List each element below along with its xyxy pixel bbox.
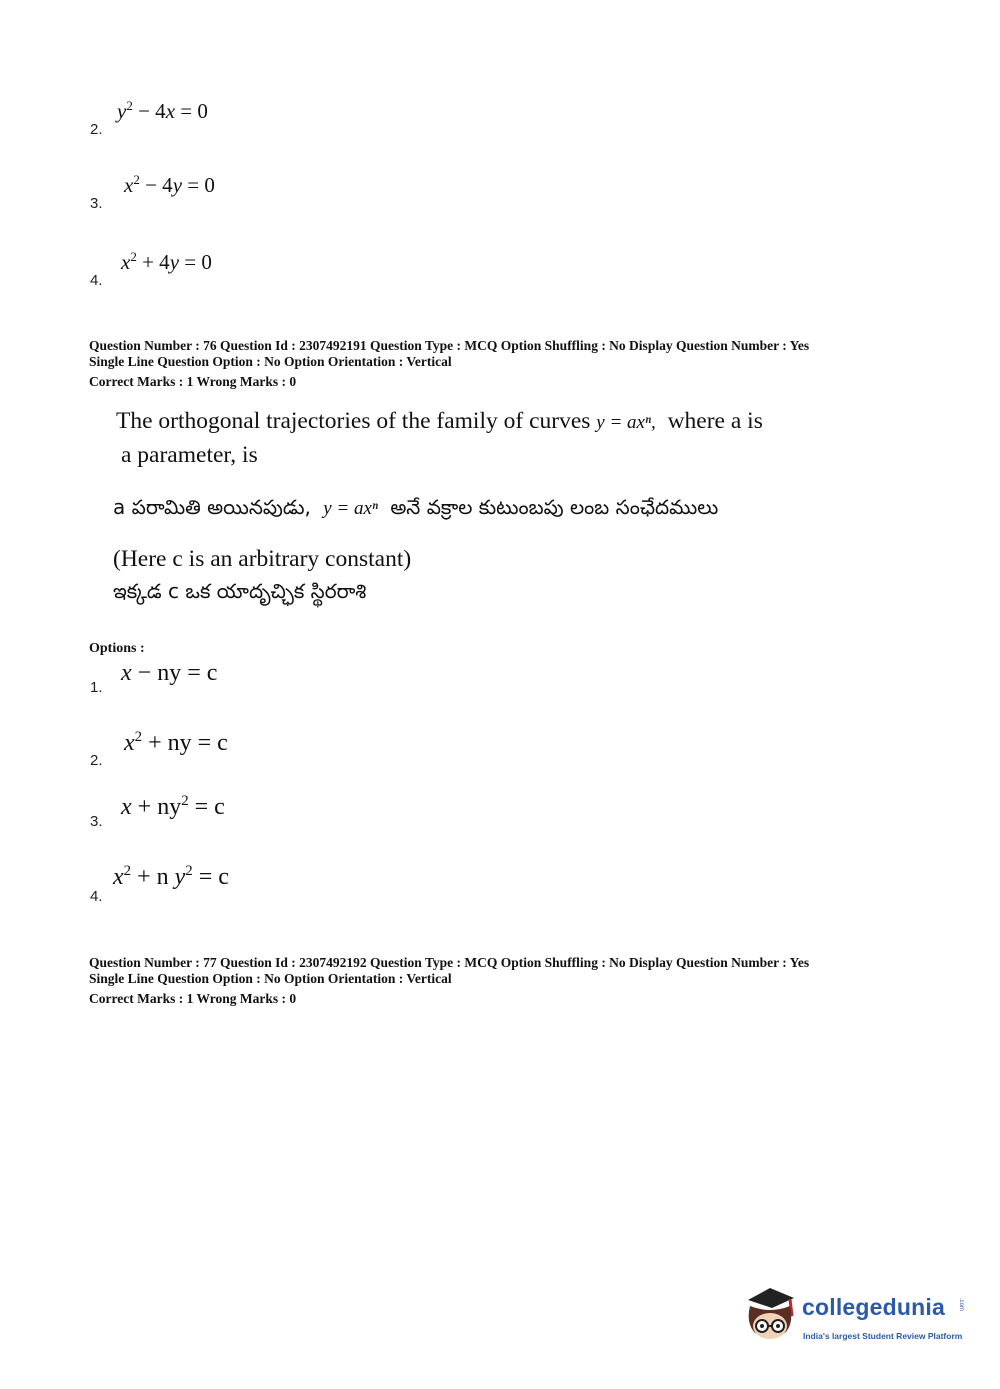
question-text: అనే వక్రాల కుటుంబపు లంబ సంఛేదములు <box>390 495 719 519</box>
question-equation: y = axⁿ <box>323 498 378 519</box>
option-number: 4. <box>90 272 103 289</box>
question-text: where a is <box>667 408 763 434</box>
logo-tagline: India's largest Student Review Platform <box>803 1331 963 1341</box>
option-expression: $x^2 - 4y = 0$ <box>124 172 215 197</box>
question-text-en <box>116 405 763 439</box>
question-equation: y = axⁿ, <box>596 412 656 433</box>
logo-suffix: .com <box>958 1298 964 1312</box>
question-meta <box>89 338 909 390</box>
collegedunia-logo <box>740 1282 980 1352</box>
mascot-icon <box>740 1282 800 1344</box>
option-number: 3. <box>90 195 103 212</box>
option-number: 4. <box>90 888 103 905</box>
question-meta <box>89 955 909 1007</box>
meta-line: Single Line Question Option : No Option Orientation : Vertical <box>89 354 452 369</box>
option-expression: $x^2 + n$ $y^2 = c$ <box>113 863 229 890</box>
note-en: (Here c is an arbitrary constant) <box>113 546 412 572</box>
question-text-en-line2: a parameter, is <box>121 442 258 468</box>
meta-line: Correct Marks : 1 Wrong Marks : 0 <box>89 374 297 389</box>
option-expression: $x + ny^2 = c$ <box>121 793 225 820</box>
meta-line: Question Number : 76 Question Id : 2307492191 Question Type : MCQ Option Shuffling : No Display Question Number : Yes <box>89 338 810 353</box>
option-expression: x − ny = c <box>121 660 218 686</box>
options-label: Options : <box>89 641 145 656</box>
logo-brand: collegedunia <box>802 1294 945 1320</box>
meta-line: Question Number : 77 Question Id : 2307492192 Question Type : MCQ Option Shuffling : No Display Question Number : Yes <box>89 955 810 970</box>
option-expression: $x^2 + 4y = 0$ <box>121 249 212 274</box>
meta-line: Correct Marks : 1 Wrong Marks : 0 <box>89 991 297 1006</box>
meta-line: Single Line Question Option : No Option Orientation : Vertical <box>89 971 452 986</box>
option-number: 2. <box>90 752 103 769</box>
option-number: 2. <box>90 121 103 138</box>
question-text: The orthogonal trajectories of the family of curves <box>116 408 591 434</box>
question-text-te <box>113 495 718 524</box>
option-expression: $y^2 - 4x = 0$ <box>117 98 208 123</box>
option-number: 3. <box>90 813 103 830</box>
option-expression: $x^2$ + ny = c <box>124 729 228 756</box>
option-number: 1. <box>90 679 103 696</box>
question-text: a పరామితి అయినపుడు, <box>113 495 311 519</box>
note-te: ఇక్కడ c ఒక యాదృచ్ఛిక స్థిరరాశి <box>113 579 367 603</box>
